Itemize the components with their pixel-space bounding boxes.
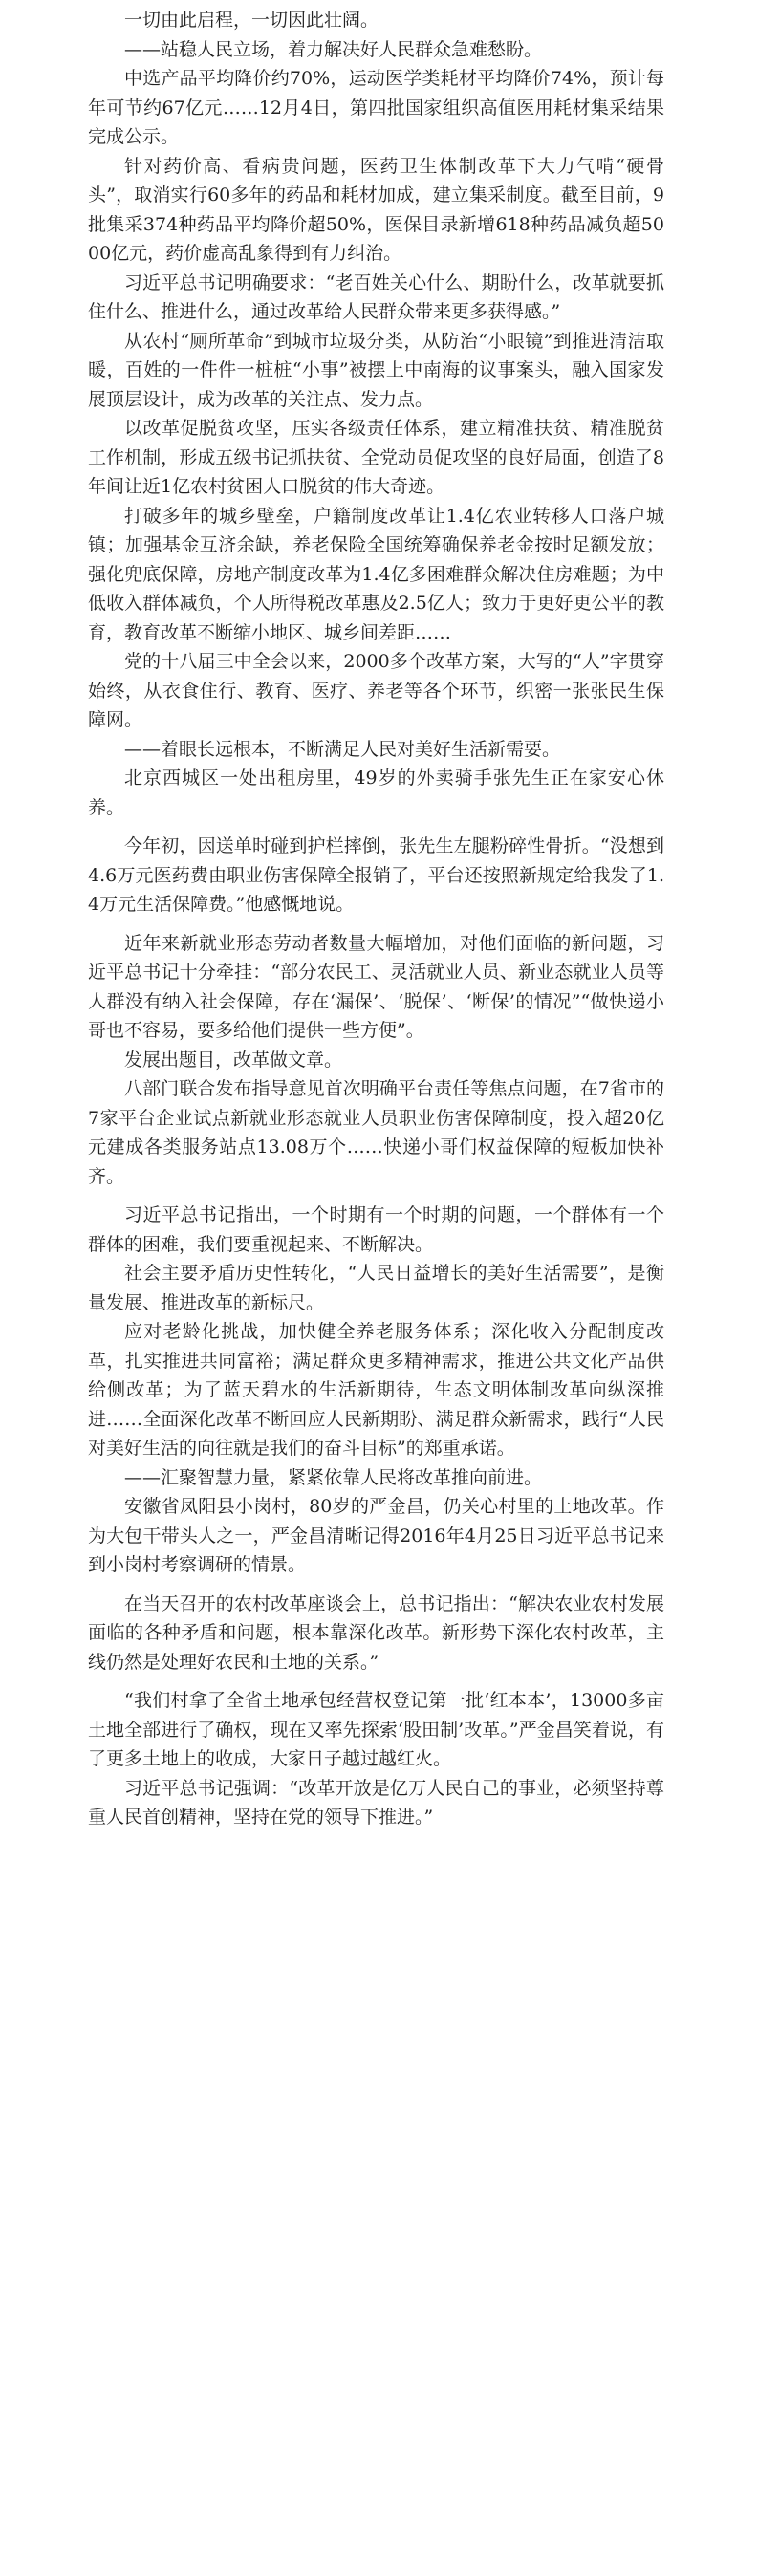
section-heading: ——站稳人民立场，着力解决好人民群众急难愁盼。 bbox=[124, 38, 543, 60]
section-heading: ——着眼长远根本，不断满足人民对美好生活新需要。 bbox=[124, 738, 561, 760]
paragraph: 八部门联合发布指导意见首次明确平台责任等焦点问题，在7省市的7家平台企业试点新就业形态就业人员职业伤害保障制度，投入超20亿元建成各类服务站点13.08万个……快递小哥们权益保障的短板加快补齐。 bbox=[88, 1078, 664, 1187]
quote-paragraph: 在当天召开的农村改革座谈会上，总书记指出：“解决农业农村发展面临的各种矛盾和问题，根本靠深化改革。新形势下深化农村改革，主线仍然是处理好农民和土地的关系。” bbox=[88, 1592, 664, 1673]
paragraph: 发展出题目，改革做文章。 bbox=[124, 1049, 343, 1071]
paragraph: 打破多年的城乡壁垒，户籍制度改革让1.4亿农业转移人口落户城镇；加强基金互济余缺，养老保险全国统筹确保养老金按时足额发放；强化兜底保障，房地产制度改革为1.4亿多困难群众解决住房难题；为中低收入群体减负，个人所得税改革惠及2.5亿人；致力于更好更公平的教育，教育改革不断缩小地区、城乡间差距…… bbox=[88, 505, 664, 643]
paragraph: 近年来新就业形态劳动者数量大幅增加，对他们面临的新问题，习近平总书记十分牵挂：“部分农民工、灵活就业人员、新业态就业人员等人群没有纳入社会保障，存在‘漏保’、‘脱保’、‘断保’的情况”“做快递小哥也不容易，要多给他们提供一些方便”。 bbox=[88, 932, 664, 1041]
paragraph: 以改革促脱贫攻坚，压实各级责任体系，建立精准扶贫、精准脱贫工作机制，形成五级书记抓扶贫、全党动员促攻坚的良好局面，创造了8年间让近1亿农村贫困人口脱贫的伟大奇迹。 bbox=[88, 418, 664, 497]
paragraph: 今年初，因送单时碰到护栏摔倒，张先生左腿粉碎性骨折。“没想到4.6万元医药费由职业伤害保障全报销了，平台还按照新规定给我发了1.4万元生活保障费。”他感慨地说。 bbox=[88, 835, 664, 915]
paragraph: 从农村“厕所革命”到城市垃圾分类，从防治“小眼镜”到推进清洁取暖，百姓的一件件一桩桩“小事”被摆上中南海的议事案头，融入国家发展顶层设计，成为改革的关注点、发力点。 bbox=[88, 330, 664, 410]
paragraph: 中选产品平均降价约70%，运动医学类耗材平均降价74%，预计每年可节约67亿元……12月4日，第四批国家组织高值医用耗材集采结果完成公示。 bbox=[88, 68, 664, 147]
paragraph: 北京西城区一处出租房里，49岁的外卖骑手张先生正在家安心休养。 bbox=[88, 768, 664, 818]
paragraph: 社会主要矛盾历史性转化，“人民日益增长的美好生活需要”，是衡量发展、推进改革的新标尺。 bbox=[88, 1263, 664, 1313]
quote-paragraph: 习近平总书记明确要求：“老百姓关心什么、期盼什么，改革就要抓住什么、推进什么，通过改革给人民群众带来更多获得感。” bbox=[88, 271, 664, 322]
quote-paragraph: 习近平总书记强调：“改革开放是亿万人民自己的事业，必须坚持尊重人民首创精神，坚持在党的领导下推进。” bbox=[88, 1777, 664, 1828]
paragraph: 一切由此启程，一切因此壮阔。 bbox=[124, 10, 379, 31]
paragraph: 应对老龄化挑战，加快健全养老服务体系；深化收入分配制度改革，扎实推进共同富裕；满足群众更多精神需求，推进公共文化产品供给侧改革；为了蓝天碧水的生活新期待，生态文明体制改革向纵深推进……全面深化改革不断回应人民新期盼、满足群众新需求，践行“人民对美好生活的向往就是我们的奋斗目标”的郑重承诺。 bbox=[88, 1321, 664, 1459]
paragraph: 针对药价高、看病贵问题，医药卫生体制改革下大力气啃“硬骨头”，取消实行60多年的药品和耗材加成，建立集采制度。截至目前，9批集采374种药品平均降价超50%，医保目录新增618种药品减负超5000亿元，药价虚高乱象得到有力纠治。 bbox=[88, 155, 664, 264]
quote-paragraph: 习近平总书记指出，一个时期有一个时期的问题，一个群体有一个群体的困难，我们要重视起来、不断解决。 bbox=[88, 1204, 664, 1255]
quote-paragraph: “我们村拿了全省土地承包经营权登记第一批‘红本本’，13000多亩土地全部进行了确权，现在又率先探索‘股田制’改革。”严金昌笑着说，有了更多土地上的收成，大家日子越过越红火。 bbox=[88, 1690, 664, 1769]
section-heading: ——汇聚智慧力量，紧紧依靠人民将改革推向前进。 bbox=[124, 1466, 543, 1488]
paragraph: 党的十八届三中全会以来，2000多个改革方案，大写的“人”字贯穿始终，从衣食住行、教育、医疗、养老等各个环节，织密一张张民生保障网。 bbox=[88, 651, 664, 730]
paragraph: 安徽省凤阳县小岗村，80岁的严金昌，仍关心村里的土地改革。作为大包干带头人之一，严金昌清晰记得2016年4月25日习近平总书记来到小岗村考察调研的情景。 bbox=[88, 1496, 664, 1575]
